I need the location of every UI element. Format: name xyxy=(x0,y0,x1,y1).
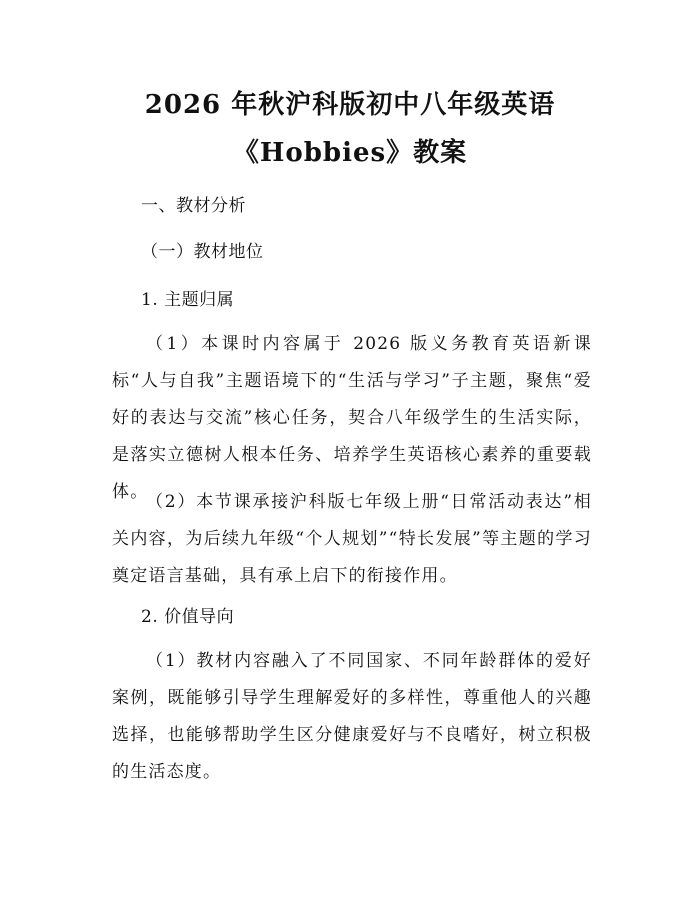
paragraph-theme-1: （1）本课时内容属于 2026 版义务教育英语新课标“人与自我”主题语境下的“生活与学习”子主题，聚焦“爱好的表达与交流”核心任务，契合八年级学生的生活实际，是落实立德树人根本任务、培养学生英语核心素养的重要载体。 xyxy=(112,334,592,502)
item-heading-value-orientation: 2. 价值导向 xyxy=(141,607,235,627)
subsection-heading-textbook-position: （一）教材地位 xyxy=(141,242,264,262)
document-title-line2: 《Hobbies》教案 xyxy=(232,138,468,168)
document-title-line1: 2026 年秋沪科版初中八年级英语 xyxy=(144,90,556,120)
paragraph-value-1: （1）教材内容融入了不同国家、不同年龄群体的爱好案例，既能够引导学生理解爱好的多样性，尊重他人的兴趣选择，也能够帮助学生区分健康爱好与不良嗜好，树立积极的生活态度。 xyxy=(112,651,592,782)
section-heading-textbook-analysis: 一、教材分析 xyxy=(141,196,246,216)
item-heading-theme: 1. 主题归属 xyxy=(141,290,235,310)
paragraph-theme-2: （2）本节课承接沪科版七年级上册“日常活动表达”相关内容，为后续九年级“个人规划”“特长发展”等主题的学习奠定语言基础，具有承上启下的衔接作用。 xyxy=(112,492,592,586)
